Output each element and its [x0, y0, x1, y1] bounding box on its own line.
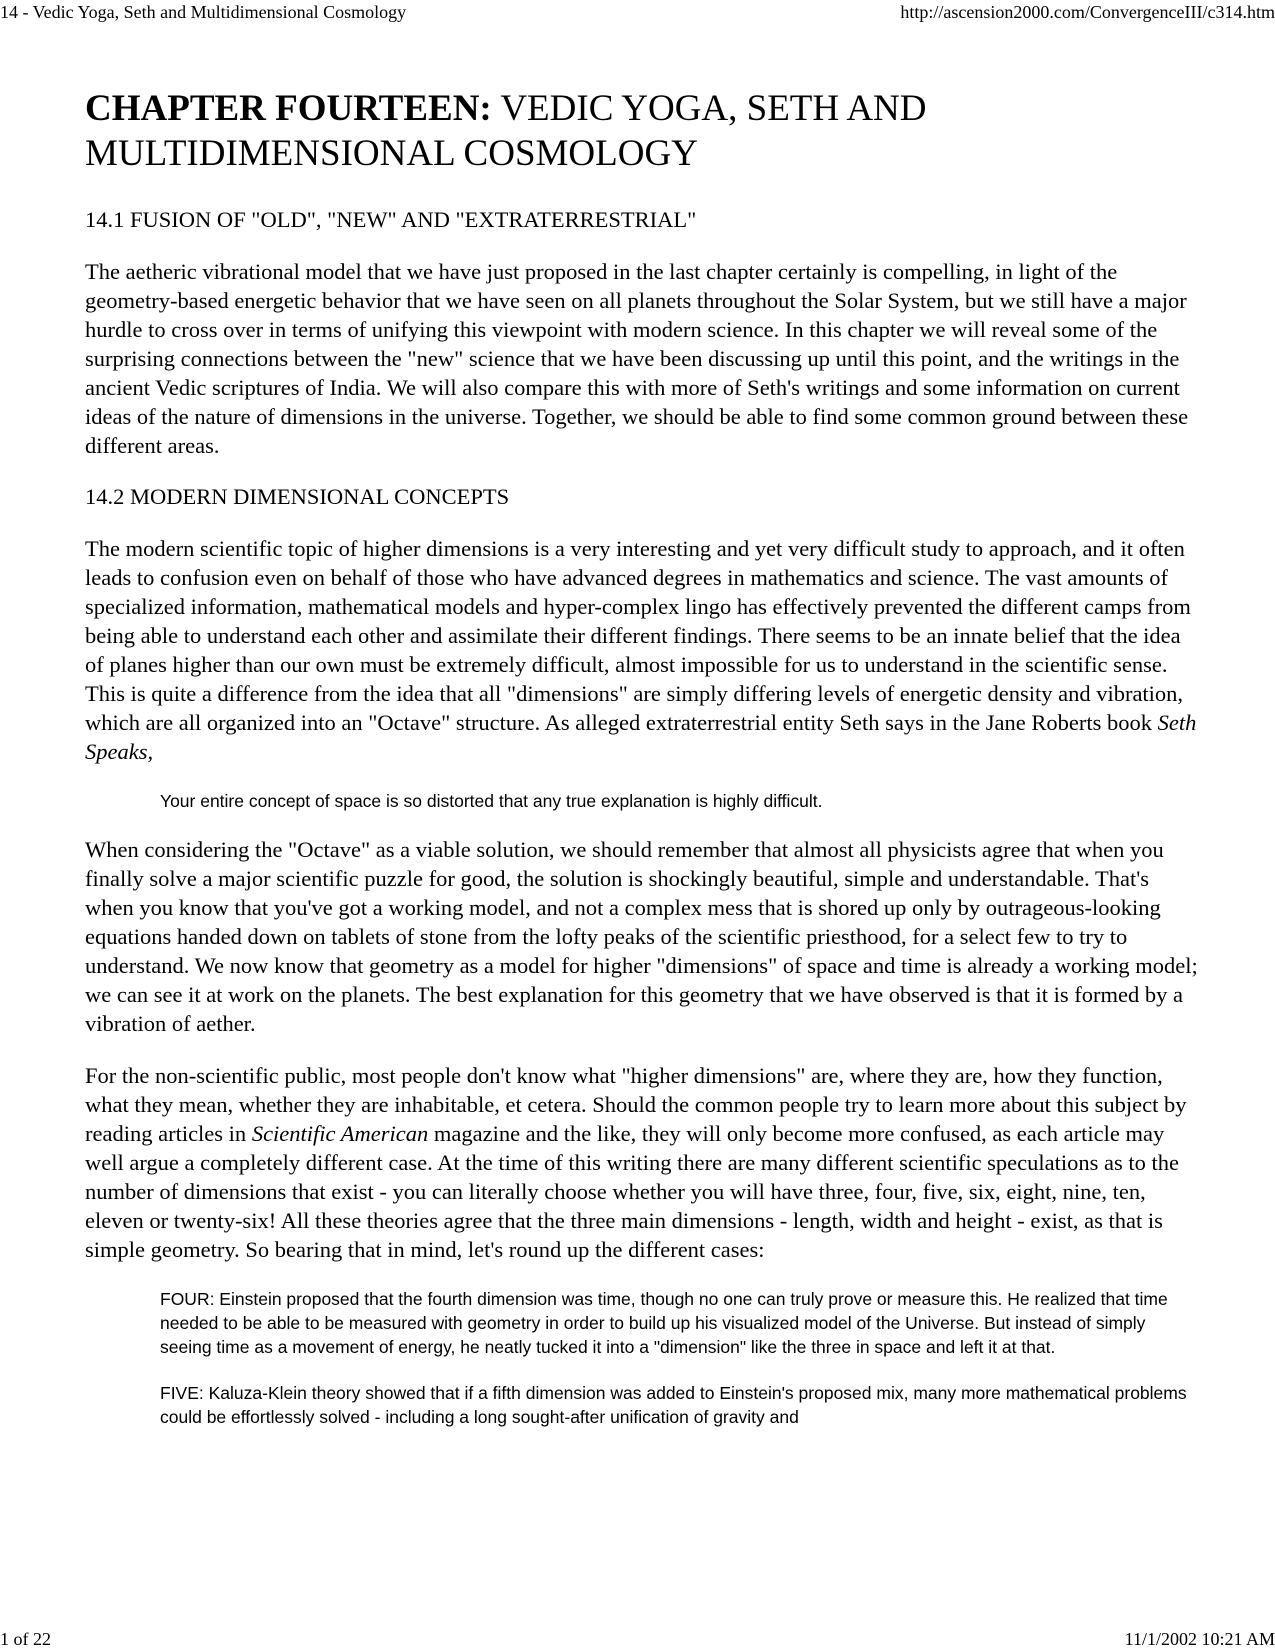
magazine-title: Scientific American: [251, 1121, 429, 1146]
paragraph-14-2-a: [85, 534, 1200, 766]
seth-quote: Your entire concept of space is so distorted that any true explanation is highly difficult.: [160, 791, 823, 811]
page-number: 1 of 22: [0, 1629, 51, 1649]
paragraph-14-2-b: When considering the "Octave" as a viable solution, we should remember that almost all physicists agree that when you finally solve a major scientific puzzle for good, the solution is shockingly beautiful, simple and understandable. That's when you know that you've got a working model, and not a complex mess that is shored up only by outrageous-looking equations handed down on tablets of stone from the lofty peaks of the scientific priesthood, for a select few to try to understand. We now know that geometry as a model for higher "dimensions" of space and time is already a working model; we can see it at work on the planets. The best explanation for this geometry that we have observed is that it is formed by a vibration of aether.: [85, 837, 1198, 1036]
paragraph-text-end: magazine and the like, they will only become more confused, as each article may well argue a completely different case. At the time of this writing there are many different scientific speculations as to the number of dimensions that exist - you can literally choose whether you will have three, four, five, six, eight, nine, ten, eleven or twenty-six! All these theories agree that the three main dimensions - length, width and height - exist, as that is simple geometry. So bearing that in mind, let's round up the different cases:: [85, 1121, 1180, 1262]
paragraph-text-start: For the non-scientific public, most people don't know what "higher dimensions" are, where they are, how they function, what they mean, whether they are inhabitable, et cetera. Should the common people try to learn more about this subject by reading articles in: [85, 1063, 1187, 1146]
paragraph-14-2-c: [85, 1061, 1200, 1264]
print-header: [0, 0, 1275, 24]
paragraph-14-1: The aetheric vibrational model that we have just proposed in the last chapter certainly is compelling, in light of the geometry-based energetic behavior that we have seen on all planets throughout the Solar System, but we still have a major hurdle to cross over in terms of unifying this viewpoint with modern science. In this chapter we will reveal some of the surprising connections between the "new" science that we have been discussing up until this point, and the writings in the ancient Vedic scriptures of India. We will also compare this with more of Seth's writings and some information on current ideas of the nature of dimensions in the universe. Together, we should be able to find some common ground between these different areas.: [85, 259, 1189, 458]
page-url-header: http://ascension2000.com/ConvergenceIII/c314.htm: [900, 2, 1275, 22]
book-title: Seth Speaks,: [85, 710, 1197, 764]
page-title-header: 14 - Vedic Yoga, Seth and Multidimensional Cosmology: [0, 2, 407, 22]
chapter-title: [85, 86, 1200, 176]
document-content: [85, 86, 1200, 1451]
paragraph-text: The modern scientific topic of higher dimensions is a very interesting and yet very difficult study to approach, and it often leads to confusion even on behalf of those who have advanced degrees in mathematics and science. The vast amounts of specialized information, mathematical models and hyper-complex lingo has effectively prevented the different camps from being able to understand each other and assimilate their different findings. There seems to be an innate belief that the idea of planes higher than our own must be extremely difficult, almost impossible for us to understand in the scientific sense. This is quite a difference from the idea that all "dimensions" are simply differing levels of energetic density and vibration, which are all organized into an "Octave" structure. As alleged extraterrestrial entity Seth says in the Jane Roberts book: [85, 536, 1191, 735]
chapter-title-text: VEDIC YOGA, SETH AND MULTIDIMENSIONAL COSMOLOGY: [85, 88, 927, 174]
print-timestamp: 11/1/2002 10:21 AM: [1124, 1629, 1275, 1649]
dimension-case-four: FOUR: Einstein proposed that the fourth dimension was time, though no one can truly prove or measure this. He realized that time needed to be able to be measured with geometry in order to build up his visualized model of the Universe. But instead of simply seeing time as a movement of energy, he neatly tucked it into a "dimension" like the three in space and left it at that.: [160, 1289, 1168, 1357]
chapter-label: CHAPTER FOURTEEN:: [85, 88, 492, 129]
section-heading-14-2: 14.2 MODERN DIMENSIONAL CONCEPTS: [85, 484, 510, 509]
section-heading-14-1: 14.1 FUSION OF "OLD", "NEW" AND "EXTRATERRESTRIAL": [85, 207, 697, 232]
dimension-case-five: FIVE: Kaluza-Klein theory showed that if a fifth dimension was added to Einstein's proposed mix, many more mathematical problems could be effortlessly solved - including a long sought-after unification of gravity and: [160, 1383, 1187, 1427]
print-footer: [0, 1627, 1275, 1651]
